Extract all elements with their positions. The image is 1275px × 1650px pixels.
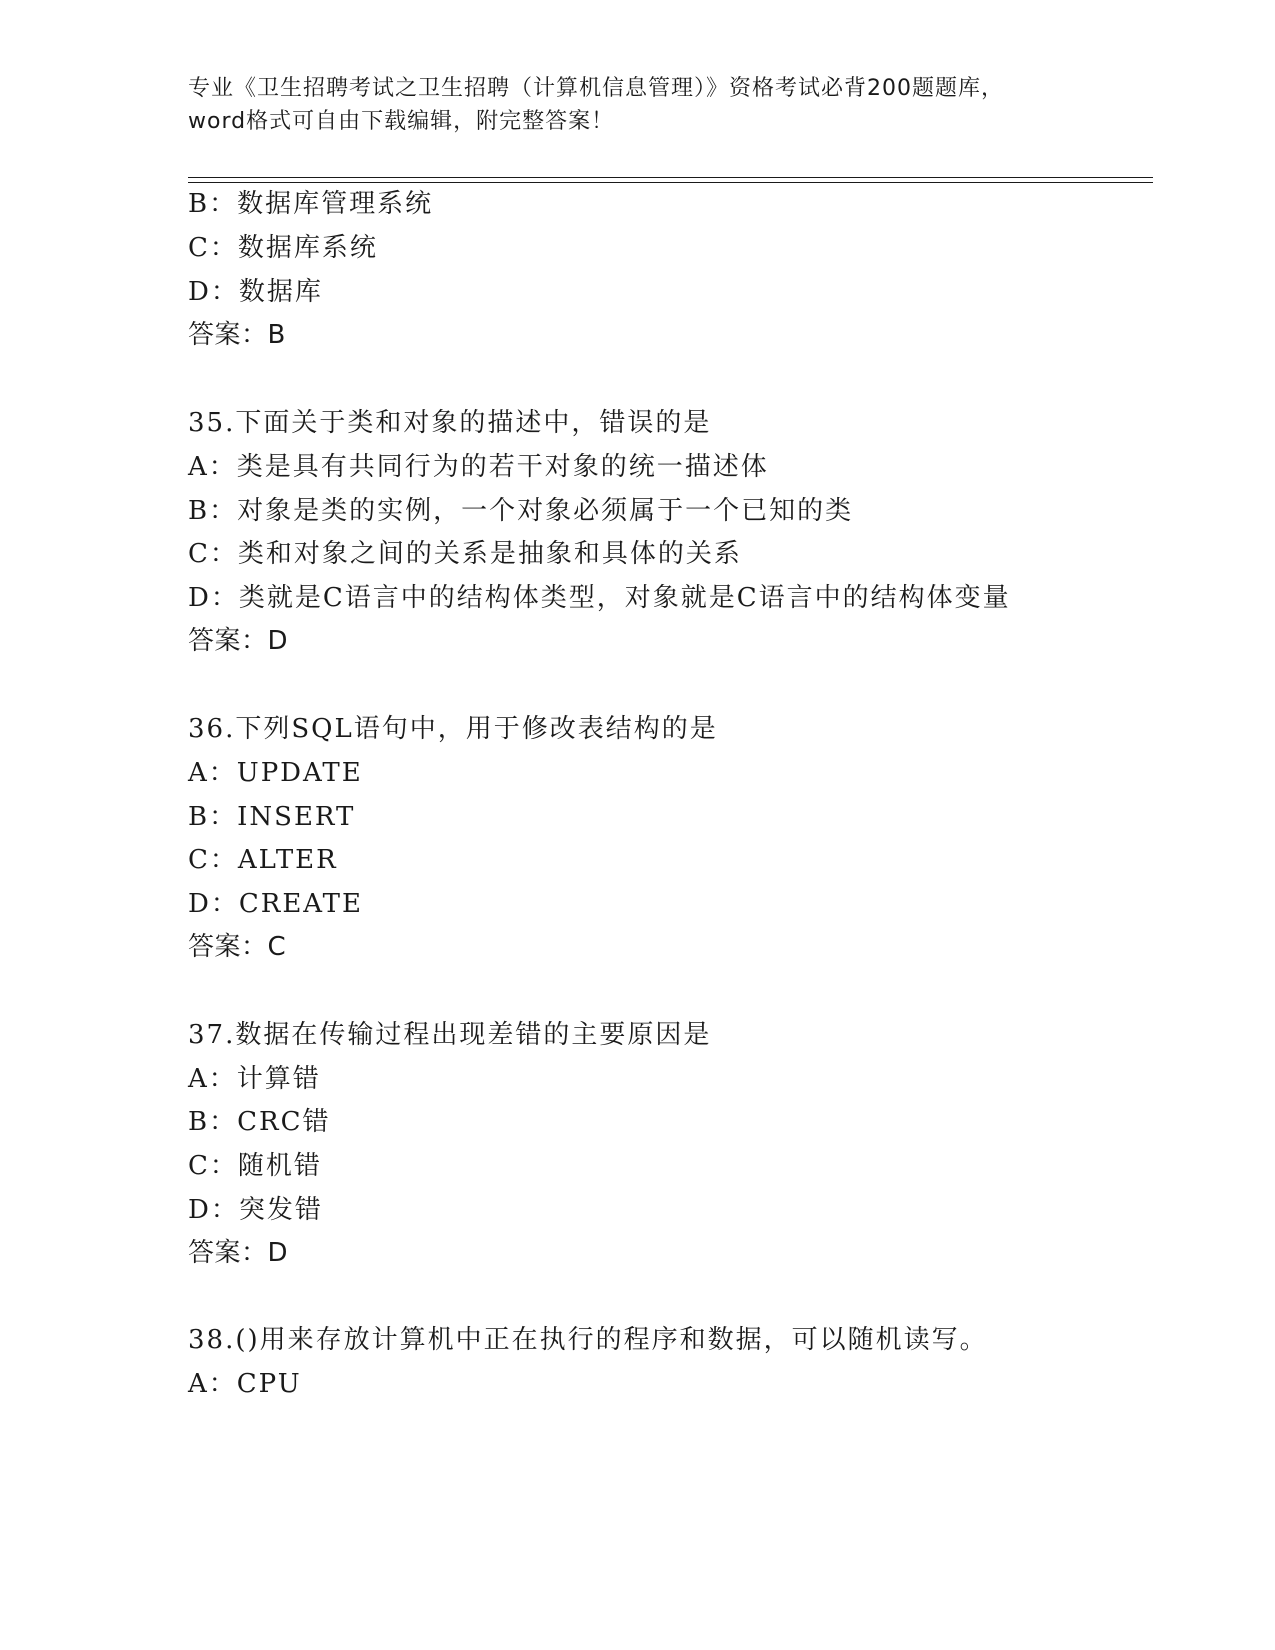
option-d: D：突发错 <box>188 1195 323 1225</box>
question-stem: 38.()用来存放计算机中正在执行的程序和数据，可以随机读写。 <box>188 1325 988 1355</box>
option-b: B：INSERT <box>188 802 356 832</box>
option-b: B：对象是类的实例，一个对象必须属于一个已知的类 <box>188 496 854 526</box>
option-c: C：类和对象之间的关系是抽象和具体的关系 <box>188 539 742 569</box>
option-b: B：CRC错 <box>188 1107 331 1137</box>
option-a: A：类是具有共同行为的若干对象的统一描述体 <box>188 452 769 482</box>
option-a: A：计算错 <box>188 1064 321 1094</box>
option-d: D：CREATE <box>188 889 363 919</box>
header-title-line2: word格式可自由下载编辑，附完整答案！ <box>188 109 615 134</box>
option-d: D：数据库 <box>188 277 323 307</box>
option-c: C：数据库系统 <box>188 233 378 263</box>
option-d: D：类就是C语言中的结构体类型，对象就是C语言中的结构体变量 <box>188 583 1011 613</box>
option-c: C：ALTER <box>188 845 338 875</box>
header-title-line1: 专业《卫生招聘考试之卫生招聘（计算机信息管理）》资格考试必背200题题库， <box>188 76 1004 101</box>
answer-label: 答案：D <box>188 1238 289 1268</box>
option-a: A：UPDATE <box>188 758 363 788</box>
document-header <box>188 72 1088 138</box>
question-stem: 37.数据在传输过程出现差错的主要原因是 <box>188 1020 712 1050</box>
answer-label: 答案：D <box>188 626 289 656</box>
header-divider-top <box>188 177 1153 178</box>
option-a: A：CPU <box>188 1369 302 1399</box>
option-c: C：随机错 <box>188 1151 322 1181</box>
answer-label: 答案：B <box>188 320 286 350</box>
header-divider-bottom <box>188 182 1153 183</box>
question-stem: 35.下面关于类和对象的描述中，错误的是 <box>188 408 712 438</box>
question-stem: 36.下列SQL语句中，用于修改表结构的是 <box>188 714 718 744</box>
answer-label: 答案：C <box>188 932 287 962</box>
option-b: B：数据库管理系统 <box>188 189 434 219</box>
